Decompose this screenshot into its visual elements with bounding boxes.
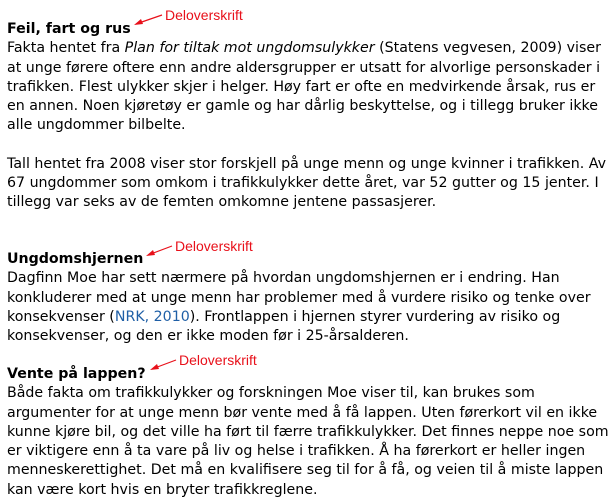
subheading: Ungdomshjernen — [7, 251, 144, 267]
paragraph: Både fakta om trafikkulykker og forskningen Moe viser til, kan brukes som argumenter for at unge menn bør vente med å få lappen. Uten førerkort vil en ikke kunne kjøre bil, og det ville ha ført til færre trafikkulykker. Det finnes neppe noe som er viktigere enn å ta vare på liv og helse i trafikken. Å ha førerkort er heller ingen menneskerettighet. Det må en kvalifisere seg til for å få, og veien til å miste lappen kan være kort hvis en bryter trafikkreglene. — [7, 385, 609, 498]
source-title: Plan for tiltak mot ungdomsulykker — [124, 40, 375, 57]
paragraph — [7, 39, 611, 135]
paragraph-text: Dagfinn Moe har sett nærmere på hvordan ungdomshjernen er i endring. Han konkluderer med at unge menn har problemer med å vurdere risiko og tenke over konsekvenser ( — [7, 270, 591, 325]
annotation-label: Deloverskrift — [175, 238, 253, 254]
annotation-label: Deloverskrift — [165, 7, 243, 23]
annotation-label: Deloverskrift — [179, 352, 257, 368]
annotation-callout — [132, 7, 292, 32]
section-feil-fart-og-rus — [7, 20, 611, 213]
paragraph: Tall hentet fra 2008 viser stor forskjell på unge menn og unge kvinner i trafikken. Av 67 ungdommer som omkom i trafikkulykker dette året, var 52 gutter og 15 jenter. I tillegg var seks av de femten omkomne jentene passasjerer. — [7, 155, 607, 211]
paragraph-text: Fakta hentet fra — [7, 40, 125, 57]
section-vente-pa-lappen — [7, 365, 611, 500]
source-link[interactable]: NRK, 2010 — [114, 308, 190, 325]
section-ungdomshjernen — [7, 250, 611, 346]
annotation-callout — [148, 354, 308, 376]
paragraph-text: (Statens vegvesen, 2009) viser at unge førere oftere enn andre aldersgrupper er utsatt for alvorlige personskader i trafikken. Flest ulykker skjer i helger. Høy fart er ofte en medvirkende årsak, rus er en annen. Noen kjøretøy er gamle og har dårlig beskyttelse, og i tillegg bruker ikke alle ungdommer bilbelte. — [7, 40, 601, 134]
subheading: Feil, fart og rus — [7, 21, 131, 37]
annotation-callout — [144, 240, 304, 262]
subheading: Vente på lappen? — [7, 366, 146, 382]
paragraph — [7, 269, 611, 346]
paragraph-text: ). Frontlappen i hjernen styrer vurdering av risiko og konsekvenser, og den er ikke moden før i 25-årsalderen. — [7, 308, 561, 345]
